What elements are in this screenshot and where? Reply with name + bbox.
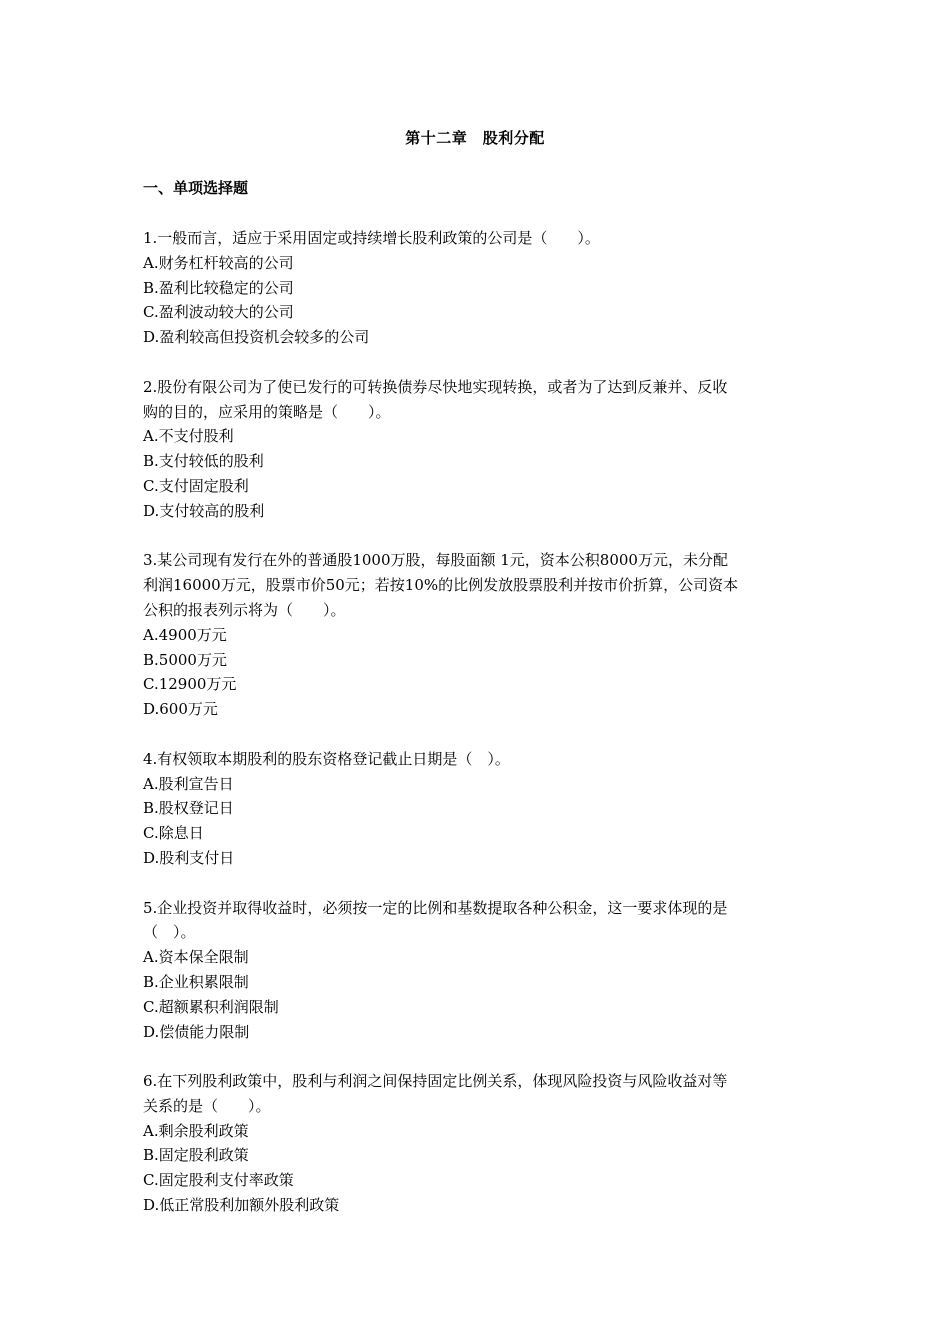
question-stem-line: 4.有权领取本期股利的股东资格登记截止日期是（ ）。 [143,749,510,768]
answer-option: A.4900万元 [143,625,227,644]
question-stem-line: 公积的报表列示将为（ ）。 [143,600,346,619]
answer-option: B.盈利比较稳定的公司 [143,278,294,297]
question-stem-line: （ ）。 [143,923,196,942]
answer-option: C.超额累积利润限制 [143,997,279,1016]
answer-option: B.企业积累限制 [143,972,249,991]
answer-option: C.固定股利支付率政策 [143,1171,294,1190]
answer-option: A.股利宣告日 [143,774,234,793]
answer-option: D.600万元 [143,700,218,719]
answer-option: C.支付固定股利 [143,476,249,495]
answer-option: A.不支付股利 [143,427,234,446]
answer-option: A.资本保全限制 [143,948,249,967]
answer-option: B.支付较低的股利 [143,452,264,471]
question-6 [143,1069,813,1218]
question-3 [143,548,813,722]
answer-option: B.固定股利政策 [143,1146,249,1165]
question-5 [143,896,813,1045]
question-stem-line: 2.股份有限公司为了使已发行的可转换债券尽快地实现转换，或者为了达到反兼并、反收 [143,377,728,396]
answer-option: B.5000万元 [143,650,227,669]
question-stem-line: 6.在下列股利政策中，股利与利润之间保持固定比例关系，体现风险投资与风险收益对等 [143,1072,728,1091]
section-heading: 一、单项选择题 [143,179,249,197]
answer-option: D.偿债能力限制 [143,1022,250,1041]
answer-option: B.股权登记日 [143,799,234,818]
answer-option: D.低正常股利加额外股利政策 [143,1196,340,1215]
question-stem-line: 1.一般而言，适应于采用固定或持续增长股利政策的公司是（ ）。 [143,229,600,247]
question-stem-line: 关系的是（ ）。 [143,1096,271,1115]
answer-option: A.财务杠杆较高的公司 [143,253,294,272]
answer-option: C.除息日 [143,824,204,843]
question-1 [143,226,813,350]
answer-option: C.12900万元 [143,675,237,694]
chapter-title: 第十二章 股利分配 [405,129,545,147]
question-list [143,226,813,1243]
question-stem-line: 3.某公司现有发行在外的普通股1000万股，每股面额 1元，资本公积8000万元，未分配 [143,551,728,570]
answer-option: A.剩余股利政策 [143,1121,249,1140]
answer-option: C.盈利波动较大的公司 [143,303,294,322]
answer-option: D.股利支付日 [143,848,235,867]
question-2 [143,375,813,524]
question-stem-line: 购的目的，应采用的策略是（ ）。 [143,402,391,421]
answer-option: D.盈利较高但投资机会较多的公司 [143,328,370,347]
answer-option: D.支付较高的股利 [143,501,265,520]
question-stem-line: 5.企业投资并取得收益时，必须按一定的比例和基数提取各种公积金，这一要求体现的是 [143,898,728,917]
question-stem-line: 利润16000万元，股票市价50元；若按10%的比例发放股票股利并按市价折算，公司资本 [143,576,739,595]
question-4 [143,747,813,871]
